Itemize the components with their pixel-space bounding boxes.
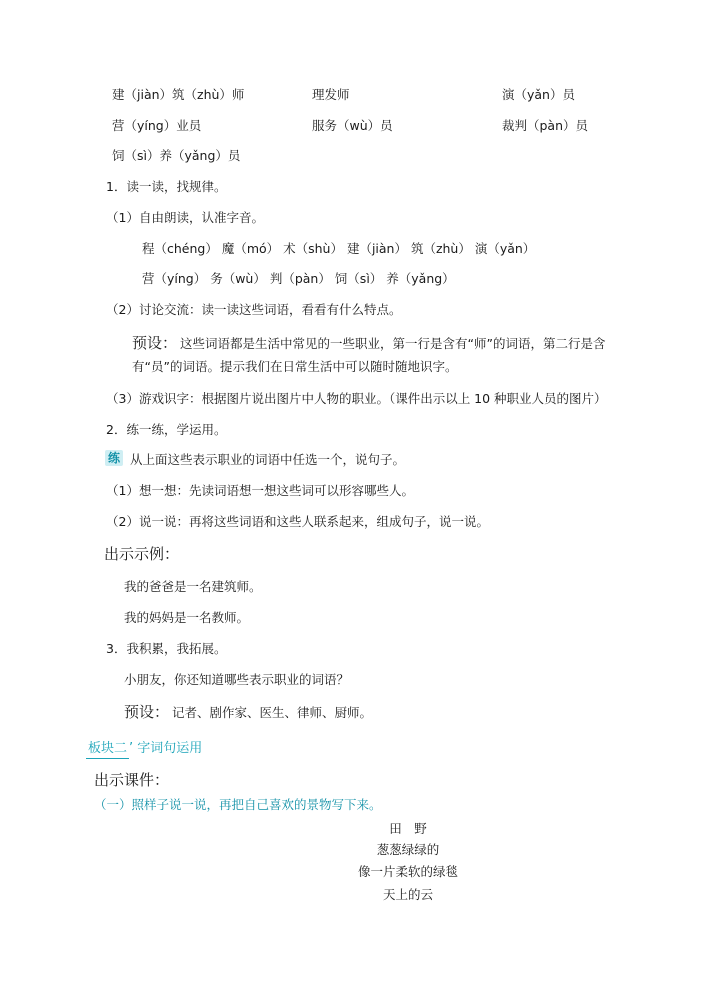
word-yingyeyuan: 营（yíng）业员 [112,118,202,133]
preset1-line2: 有“员”的词语。提示我们在日常生活中可以随时随地识字。 [132,359,458,374]
pinyin-line-1: 程（chéng） 魔（mó） 术（shù） 建（jiàn） 筑（zhù） 演（yǎn） [142,241,536,256]
practice-icon: 练 [105,450,123,466]
show-example-heading: 出示示例： [104,545,180,563]
word-yanyuan: 演（yǎn）员 [502,87,575,102]
section1-title: 1．读一读，找规律。 [106,179,227,194]
section2-task: 从上面这些表示职业的词语中任选一个，说句子。 [130,452,406,467]
section3-title: 3．我积累，我拓展。 [106,641,227,656]
word-jianzhushi: 建（jiàn）筑（zhù）师 [112,87,245,102]
show-courseware-heading: 出示课件： [94,771,170,789]
poem-line-3: 天上的云 [382,887,433,902]
section1-step3: （3）游戏识字：根据图片说出图片中人物的职业。（课件出示以上 10 种职业人员的图片） [106,391,607,406]
example-1: 我的爸爸是一名建筑师。 [124,579,262,594]
section3-question: 小朋友，你还知道哪些表示职业的词语？ [124,672,350,687]
section2-title: 2．练一练，学运用。 [106,422,227,437]
block2-heading [86,740,202,758]
word-siyangyuan: 饲（sì）养（yǎng）员 [112,148,241,163]
block2-label: 板块二 [86,740,129,759]
preset1-line1: 这些词语都是生活中常见的一些职业，第一行是含有“师”的词语，第二行是含 [180,336,606,351]
example-2: 我的妈妈是一名教师。 [124,610,250,625]
poem-title: 田 野 [389,821,427,836]
word-lifashi: 理发师 [312,87,350,102]
block2-title: 字词句运用 [137,741,203,756]
word-caipanyuan: 裁判（pàn）员 [502,118,589,133]
preset2-label: 预设： [124,703,170,721]
section1-step1: （1）自由朗读，认准字音。 [106,210,264,225]
section1-step2: （2）讨论交流：读一读这些词语，看看有什么特点。 [106,302,402,317]
poem-line-1: 葱葱绿绿的 [376,842,440,857]
pinyin-line-2: 营（yíng） 务（wù） 判（pàn） 饲（sì） 养（yǎng） [142,271,455,286]
word-fuwuyuan: 服务（wù）员 [312,118,393,133]
poem-line-2: 像一片柔软的绿毯 [357,864,458,879]
preset2-text: 记者、剧作家、医生、律师、厨师。 [172,705,373,720]
block2-separator-icon: ’ [129,741,134,756]
section2-step2: （2）说一说：再将这些词语和这些人联系起来，组成句子，说一说。 [106,514,489,529]
section2-step1: （1）想一想：先读词语想一想这些词可以形容哪些人。 [106,483,414,498]
part1-title: （一）照样子说一说，再把自己喜欢的景物写下来。 [94,797,382,812]
preset1-label: 预设： [132,334,178,352]
